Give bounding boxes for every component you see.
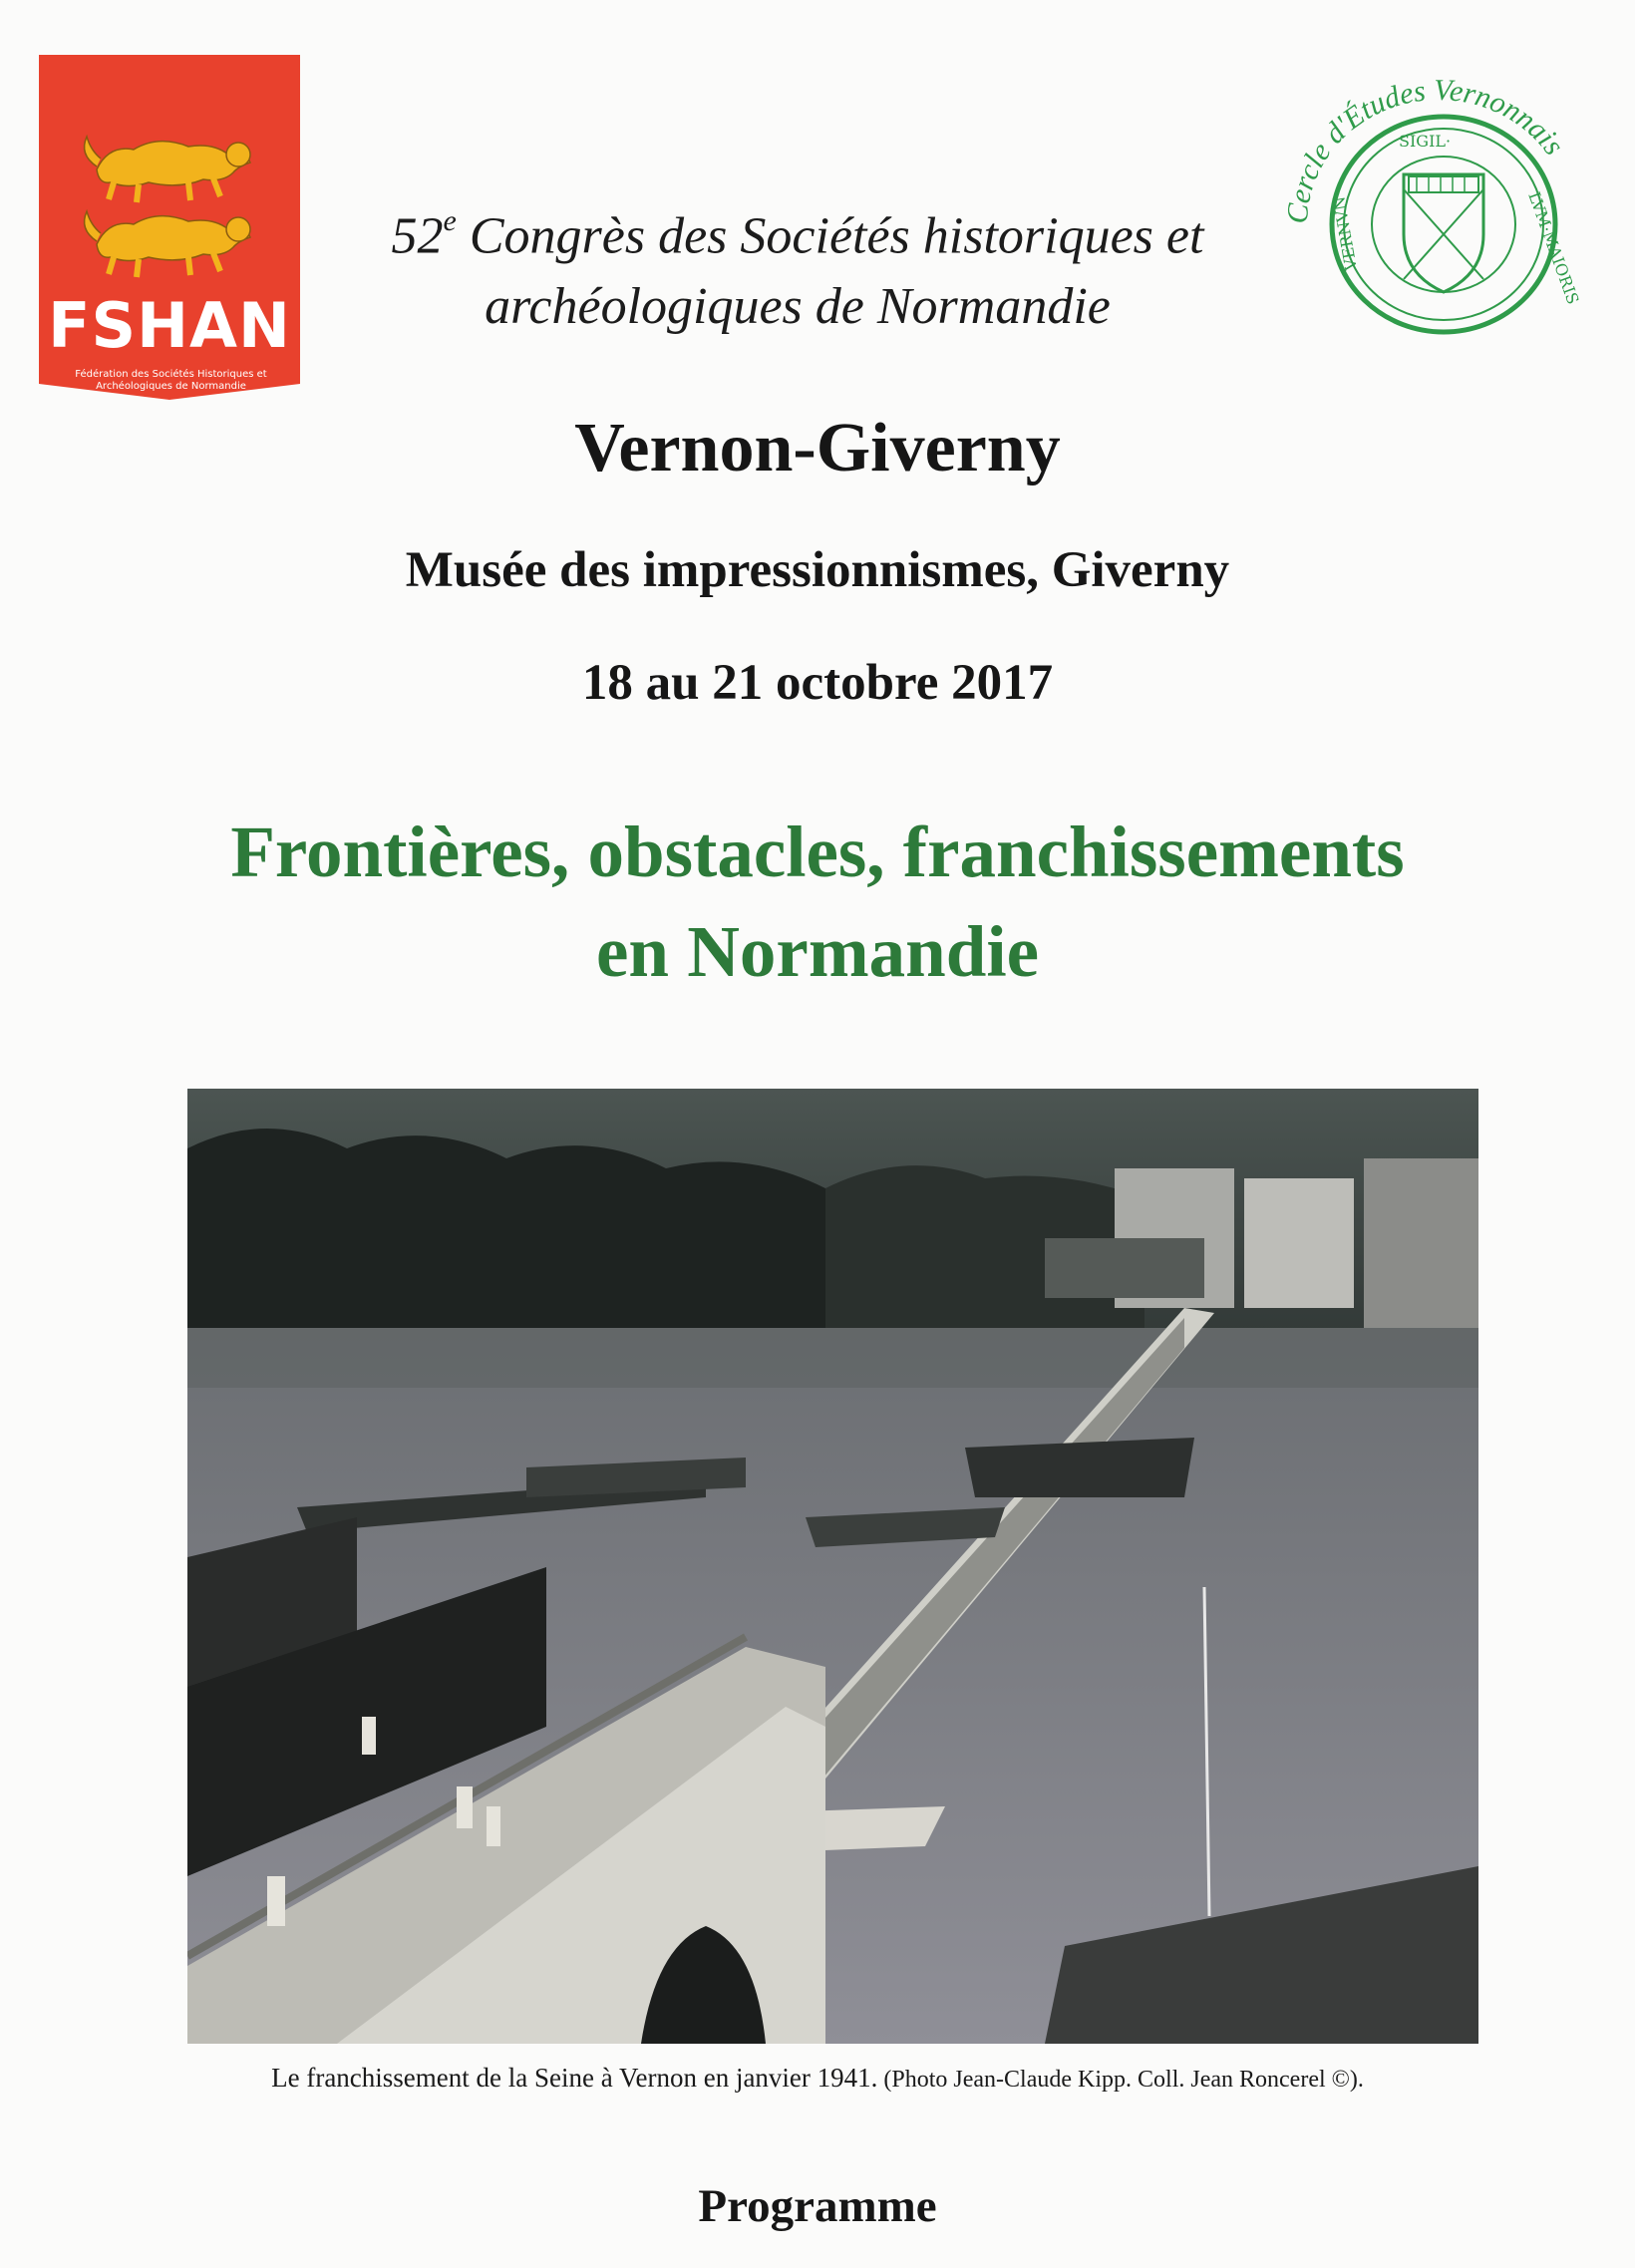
svg-text:Cercle d'Études Vernonnais: [1281, 74, 1570, 225]
photo-credit: (Photo Jean-Claude Kipp. Coll. Jean Roncerel ©).: [877, 2067, 1364, 2093]
theme-title: [0, 803, 1635, 1002]
fshan-full-name: Fédération des Sociétés Historiques et Archéologiques de Normandie: [75, 369, 267, 392]
caption-text: Le franchissement de la Seine à Vernon en janvier 1941.: [271, 2063, 878, 2093]
seal-outer-text: Cercle d'Études Vernonnais: [1280, 73, 1571, 225]
svg-text:VERNVN·: VERNVN·: [1328, 189, 1361, 272]
theme-line-2: en Normandie: [595, 911, 1040, 992]
fshan-logo: [39, 55, 300, 400]
fshan-abbreviation: FSHAN: [48, 289, 291, 362]
svg-text:SIGIL·: SIGIL·: [1399, 132, 1452, 151]
congress-line-2: archéologiques de Normandie: [485, 278, 1111, 336]
programme-label: Programme: [698, 2180, 937, 2232]
photo-caption: [0, 2060, 1635, 2098]
venue: Musée des impressionnismes, Giverny: [405, 542, 1230, 598]
bridge-photo: [187, 1089, 1478, 2044]
city-title: Vernon-Giverny: [574, 410, 1061, 486]
svg-text:LVM·MAIORIS: LVM·MAIORIS: [1524, 188, 1583, 307]
congress-ordinal: e: [443, 204, 457, 237]
cercle-etudes-vernonnais-seal: [1279, 55, 1598, 344]
bridge-photo-illustration: [187, 1089, 1478, 2044]
congress-line-1: [319, 189, 1276, 271]
congress-title: [319, 189, 1276, 342]
congress-line-1-text: Congrès des Sociétés historiques et: [456, 207, 1204, 265]
event-dates: 18 au 21 octobre 2017: [581, 655, 1054, 711]
theme-line-1: Frontières, obstacles, franchissements: [230, 811, 1405, 892]
congress-number: 52: [391, 207, 444, 265]
